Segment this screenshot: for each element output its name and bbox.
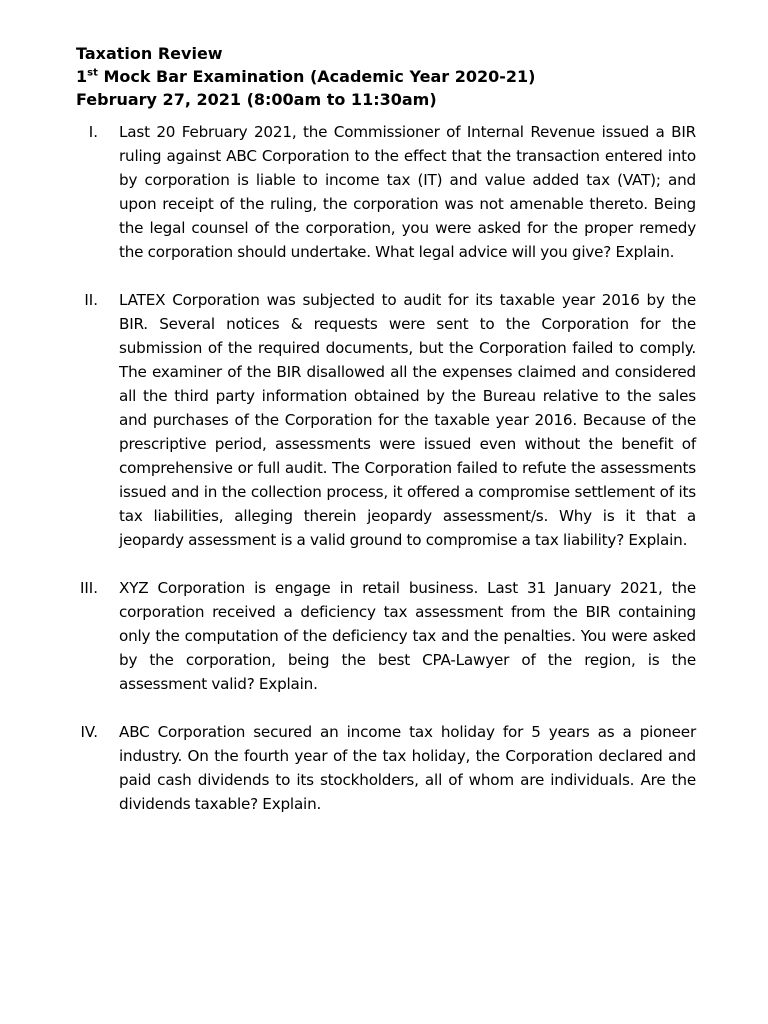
question-numeral: I. [88, 123, 98, 141]
exam-title [76, 65, 696, 88]
question-item [76, 720, 696, 816]
question-numeral: IV. [80, 723, 98, 741]
question-numeral: II. [84, 291, 98, 309]
question-item [76, 576, 696, 696]
exam-title-rest: Mock Bar Examination (Academic Year 2020-21) [97, 67, 536, 86]
exam-ordinal-suffix: st [87, 67, 98, 79]
exam-ordinal: 1 [76, 67, 88, 86]
question-numeral: III. [79, 579, 98, 597]
question-text: LATEX Corporation was subjected to audit for its taxable year 2016 by the BIR. Several notices & requests were sent to the Corporation for the submission of the required documents, but the Corporation failed to comply. The examiner of the BIR disallowed all the expenses claimed and considered all the third party information obtained by the Bureau relative to the sales and purchases of the Corporation for the taxable year 2016. Because of the prescriptive period, assessments were issued even without the benefit of comprehensive or full audit. The Corporation failed to refute the assessments issued and in the collection process, it offered a compromise settlement of its tax liabilities, alleging therein jeopardy assessment/s. Why is it that a jeopardy assessment is a valid ground to compromise a tax liability? Explain. [119, 291, 696, 549]
question-text: ABC Corporation secured an income tax holiday for 5 years as a pioneer industry. On the fourth year of the tax holiday, the Corporation declared and paid cash dividends to its stockholders, all of whom are individuals. Are the dividends taxable? Explain. [119, 723, 696, 813]
question-item [76, 120, 696, 264]
question-text: Last 20 February 2021, the Commissioner of Internal Revenue issued a BIR ruling against ABC Corporation to the effect that the transaction entered into by corporation is liable to income tax (IT) and value added tax (VAT); and upon receipt of the ruling, the corporation was not amenable thereto. Being the legal counsel of the corporation, you were asked for the proper remedy the corporation should undertake. What legal advice will you give? Explain. [119, 123, 696, 261]
question-list [76, 120, 696, 840]
exam-header [76, 42, 696, 111]
exam-schedule: February 27, 2021 (8:00am to 11:30am) [76, 90, 437, 109]
question-item [76, 288, 696, 552]
question-text: XYZ Corporation is engage in retail business. Last 31 January 2021, the corporation received a deficiency tax assessment from the BIR containing only the computation of the deficiency tax and the penalties. You were asked by the corporation, being the best CPA-Lawyer of the region, is the assessment valid? Explain. [119, 579, 696, 693]
course-title: Taxation Review [76, 44, 223, 63]
